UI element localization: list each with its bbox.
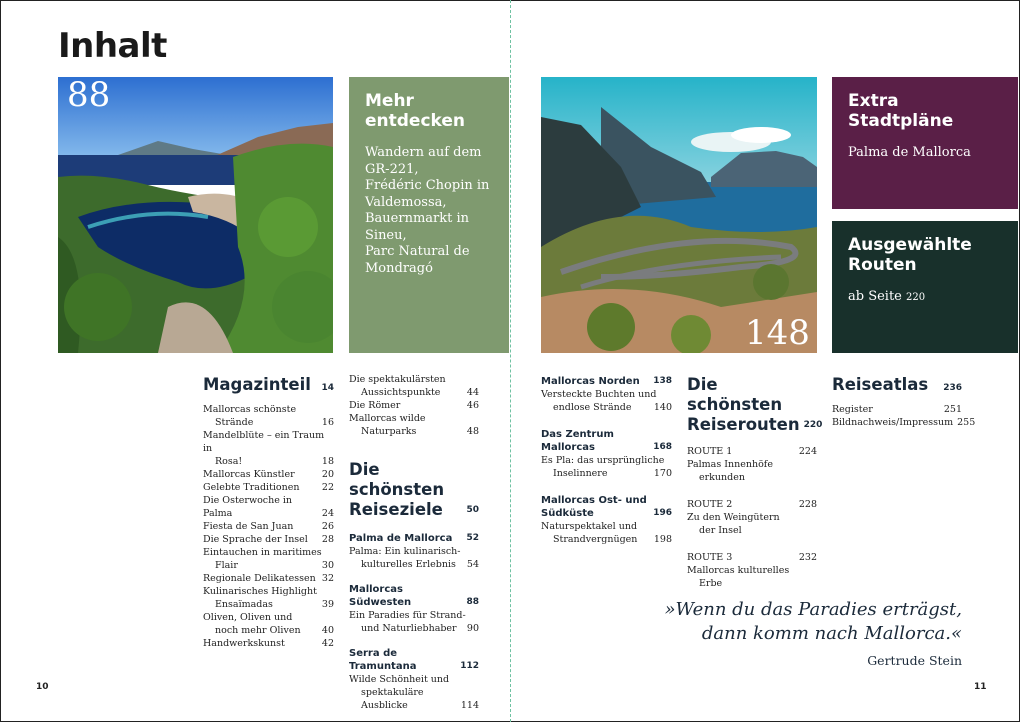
route-label: ROUTE 3: [687, 552, 733, 563]
toc-entry-title: Palma: Ein kulinarisch-: [349, 546, 461, 557]
box-routen-label: ab Seite: [848, 289, 902, 304]
section-page: 236: [943, 383, 962, 393]
toc-entry[interactable]: [203, 611, 334, 637]
toc-entry-title: Register: [832, 404, 873, 415]
toc-entry-title: Oliven, Oliven und: [203, 612, 293, 623]
toc-list: [832, 403, 976, 429]
toc-entry-title: Flair: [215, 560, 238, 571]
photo-bay[interactable]: [58, 77, 333, 353]
toc-entry-line: [203, 520, 334, 533]
toc-reiserouten: [687, 375, 823, 590]
toc-entry-title: Strandvergnügen: [553, 534, 638, 545]
toc-entry[interactable]: [349, 412, 479, 438]
box-extra-heading-line: Extra: [848, 91, 899, 111]
toc-entry[interactable]: [349, 545, 479, 571]
toc-entry-line: [203, 572, 334, 585]
region-title: Das Zentrum: [541, 429, 614, 440]
toc-entry-page: 28: [321, 534, 334, 545]
section-title: Magazinteil: [203, 375, 311, 394]
toc-entry-title: Mallorcas schönste: [203, 404, 297, 415]
toc-entry-line: [203, 546, 334, 559]
box-mehr-entdecken[interactable]: [349, 77, 509, 353]
toc-entry[interactable]: [349, 399, 479, 412]
toc-entry[interactable]: [203, 494, 334, 520]
toc-entry[interactable]: [349, 673, 479, 712]
toc-entry-line: [203, 637, 334, 650]
toc-entry[interactable]: [203, 546, 334, 572]
region-title: Mallorcas Südwesten: [349, 584, 412, 608]
toc-entry-page: 18: [321, 456, 334, 467]
toc-route[interactable]: [687, 551, 817, 590]
region-page: 52: [466, 533, 479, 543]
toc-entry-title: Handwerkskunst: [203, 638, 285, 649]
box-routen-text: [848, 289, 1002, 307]
toc-entry-line: [349, 386, 479, 399]
toc-entry-line: [349, 399, 479, 412]
toc-entry-page: 46: [466, 400, 479, 411]
toc-region-heading[interactable]: [349, 532, 479, 545]
toc-entry[interactable]: [832, 416, 976, 429]
region-page: 196: [653, 508, 672, 518]
toc-entry-line: [203, 494, 334, 520]
route-title: Mallorcas kulturelles: [687, 565, 790, 576]
toc-entry[interactable]: [541, 454, 672, 480]
region-title-line: [541, 375, 672, 388]
section-title-line: Die schönsten: [687, 375, 783, 414]
section-title-line: Reiserouten: [687, 415, 800, 434]
section-title: Reiseatlas: [832, 375, 929, 394]
box-ausgewaehlte-routen[interactable]: [832, 221, 1018, 353]
toc-entry-title: Mallorcas Künstler: [203, 469, 295, 480]
toc-entry-page: 114: [460, 700, 479, 711]
section-title: [687, 375, 804, 435]
toc-entry-line: [203, 611, 334, 624]
toc-entry-page: 90: [466, 623, 479, 634]
toc-entry-line: [541, 533, 672, 546]
route-title: erkunden: [699, 472, 745, 483]
toc-entry-title: Eintauchen in maritimes: [203, 547, 322, 558]
toc-entry[interactable]: [203, 403, 334, 429]
toc-entry-title: Gelebte Traditionen: [203, 482, 300, 493]
box-routen-page: 220: [906, 292, 926, 303]
quote: [600, 598, 962, 646]
toc-list: [541, 375, 672, 546]
toc-entry-page: 20: [321, 469, 334, 480]
route-title: Zu den Weingütern: [687, 512, 780, 523]
section-page: 14: [321, 383, 334, 393]
toc-reiseatlas: [832, 375, 976, 429]
toc-entry-line: [203, 429, 334, 455]
toc-entry-title: Fiesta de San Juan: [203, 521, 294, 532]
toc-entry-line: [203, 416, 334, 429]
toc-entry-title: Rosa!: [215, 456, 243, 467]
route-page: 224: [798, 446, 817, 457]
toc-entry-line: [349, 609, 479, 622]
region-title: Serra de Tramuntana: [349, 648, 417, 672]
toc-entry[interactable]: [541, 520, 672, 546]
toc-entry[interactable]: [203, 572, 334, 585]
toc-entry-title: Ein Paradies für Strand-: [349, 610, 466, 621]
toc-entry-title: Kulinarisches Highlight: [203, 586, 317, 597]
toc-entry-line: [203, 585, 334, 598]
section-title-line: Reiseziele: [349, 500, 443, 519]
region-page: 112: [460, 661, 479, 671]
box-extra-heading-line: Stadtpläne: [848, 111, 954, 131]
box-mehr-text-line: Frédéric Chopin in: [365, 178, 490, 193]
photo-cape-road-image: [541, 77, 817, 353]
toc-entry-page: 40: [321, 625, 334, 636]
toc-entry-title: kulturelles Erlebnis: [361, 559, 456, 570]
toc-entry-title: Die Römer: [349, 400, 401, 411]
photo-cape-road[interactable]: [541, 77, 817, 353]
toc-entry-page: 251: [943, 404, 962, 415]
route-label-line: [687, 498, 817, 511]
toc-entry-line: [541, 388, 672, 401]
toc-entry[interactable]: [349, 609, 479, 635]
toc-list: [349, 532, 479, 712]
toc-region-heading[interactable]: [541, 375, 672, 388]
quote-line: dann komm nach Mallorca.«: [701, 623, 962, 644]
toc-entry-title: und Naturliebhaber: [361, 623, 457, 634]
photo-page-number: 148: [745, 313, 810, 353]
toc-entry-line: [203, 468, 334, 481]
route-label: ROUTE 2: [687, 499, 733, 510]
box-mehr-heading: [365, 91, 493, 131]
section-title: [349, 460, 466, 520]
route-page: 228: [798, 499, 817, 510]
toc-entry-page: 30: [321, 560, 334, 571]
toc-entry-page: 48: [466, 426, 479, 437]
toc-region-heading[interactable]: [349, 647, 479, 673]
toc-entry-title: Ensaïmadas: [215, 599, 273, 610]
toc-entry-page: 255: [957, 417, 976, 428]
toc-entry-title: Bildnachweis/Impressum: [832, 417, 954, 428]
box-extra-heading: [848, 91, 1002, 131]
toc-entry-line: [349, 545, 479, 558]
toc-entry[interactable]: [832, 403, 962, 416]
box-extra-text: Palma de Mallorca: [848, 145, 971, 160]
toc-entry[interactable]: [203, 585, 334, 611]
box-routen-heading-line: Routen: [848, 255, 917, 275]
toc-entry-line: [203, 481, 334, 494]
box-mehr-text-line: GR-221,: [365, 161, 419, 177]
box-mehr-text-line: Valdemossa,: [365, 194, 447, 210]
toc-entry-line: [349, 373, 479, 386]
region-title-line: [541, 507, 672, 520]
toc-section-heading[interactable]: [832, 375, 962, 395]
toc-entry-page: 140: [653, 402, 672, 413]
region-title-line: [541, 441, 672, 454]
toc-entry-page: 42: [321, 638, 334, 649]
toc-entry-title: Die Sprache der Insel: [203, 534, 308, 545]
section-page: 220: [803, 420, 823, 430]
toc-list: [203, 403, 334, 650]
toc-entry-title: Mandelblüte – ein Traum in: [203, 430, 325, 454]
region-title: Mallorcas: [541, 442, 595, 453]
toc-region-heading[interactable]: [541, 494, 672, 520]
toc-entry-title: Es Pla: das ursprüngliche: [541, 455, 665, 466]
spread-gutter: [510, 0, 511, 722]
box-mehr-heading-line: entdecken: [365, 111, 466, 131]
region-title: Palma de Mallorca: [349, 533, 453, 544]
toc-entry-line: [349, 673, 479, 686]
photo-page-number: 88: [67, 77, 111, 115]
toc-entry-title: Naturparks: [361, 426, 417, 437]
toc-entry-page: 170: [653, 468, 672, 479]
toc-entry-title: noch mehr Oliven: [215, 625, 301, 636]
quote-line: »Wenn du das Paradies erträgst,: [664, 599, 962, 620]
toc-entry-title: Inselinnere: [553, 468, 608, 479]
region-title-line: [541, 494, 672, 507]
toc-section-heading[interactable]: [687, 375, 823, 435]
toc-section-heading[interactable]: [203, 375, 334, 395]
section-title-line: Die schönsten: [349, 460, 445, 499]
toc-entry-line: [349, 622, 479, 635]
toc-entry-page: 16: [321, 417, 334, 428]
box-mehr-text-line: Bauernmarkt in: [365, 211, 470, 226]
toc-entry[interactable]: [541, 388, 672, 414]
toc-region-heading[interactable]: [349, 583, 479, 609]
toc-entry-line: [349, 425, 479, 438]
toc-entry-line: [541, 520, 672, 533]
box-mehr-text-line: Wandern auf dem: [365, 145, 482, 160]
region-title: Mallorcas Norden: [541, 376, 640, 387]
toc-entry-page: 26: [321, 521, 334, 532]
toc-entry-page: 24: [321, 508, 334, 519]
toc-entry-page: 39: [321, 599, 334, 610]
toc-entry[interactable]: [203, 637, 334, 650]
route-label-line: [687, 551, 817, 564]
toc-entry-line: [541, 467, 672, 480]
toc-entry[interactable]: [349, 373, 479, 399]
toc-route[interactable]: [687, 445, 817, 484]
toc-entry-title: Wilde Schönheit und: [349, 674, 450, 685]
toc-entry-title: spektakuläre Ausblicke: [361, 687, 424, 711]
toc-entry[interactable]: [203, 533, 334, 546]
toc-entry-title: Naturspektakel und: [541, 521, 638, 532]
toc-entry-line: [349, 412, 479, 425]
page-title: Inhalt: [58, 26, 167, 66]
region-title: Mallorcas Ost- und: [541, 495, 647, 506]
toc-route[interactable]: [687, 498, 817, 537]
toc-entry-title: Regionale Delikatessen: [203, 573, 316, 584]
toc-entry-page: 44: [466, 387, 479, 398]
region-title-line: [541, 428, 672, 441]
toc-entry-line: [541, 401, 672, 414]
toc-entry-title: Mallorcas wilde: [349, 413, 426, 424]
toc-entry-line: [349, 558, 479, 571]
toc-entry-title: Die Osterwoche in Palma: [203, 495, 293, 519]
toc-entry-title: Aussichtspunkte: [361, 387, 441, 398]
toc-entry-title: Die spektakulärsten: [349, 374, 446, 385]
toc-list: [687, 445, 817, 590]
toc-entry[interactable]: [203, 481, 334, 494]
toc-entry[interactable]: [203, 520, 334, 533]
photo-bay-image: [58, 77, 333, 353]
box-mehr-heading-line: Mehr: [365, 91, 414, 111]
quote-author: Gertrude Stein: [867, 653, 962, 668]
route-title: der Insel: [699, 525, 742, 536]
route-label: ROUTE 1: [687, 446, 733, 457]
box-routen-heading-line: Ausgewählte: [848, 235, 972, 255]
box-routen-heading: [848, 235, 1002, 275]
page-number-left: 10: [36, 682, 49, 692]
toc-entry[interactable]: [203, 429, 334, 468]
toc-entry-line: [203, 624, 334, 637]
toc-entry-line: [349, 686, 479, 712]
toc-entry-title: Versteckte Buchten und: [541, 389, 657, 400]
box-mehr-text-line: Mondragó: [365, 260, 433, 276]
region-page: 138: [653, 376, 672, 386]
toc-region-heading[interactable]: [541, 428, 672, 454]
toc-entry-page: 198: [653, 534, 672, 545]
toc-entry[interactable]: [203, 468, 334, 481]
toc-entry-page: 54: [466, 559, 479, 570]
toc-entry-page: 22: [321, 482, 334, 493]
toc-entry-line: [203, 403, 334, 416]
route-title: Erbe: [699, 578, 723, 589]
toc-entry-line: [203, 455, 334, 468]
toc-entry-line: [203, 559, 334, 572]
box-extra-stadtplaene[interactable]: [832, 77, 1018, 209]
page-number-right: 11: [974, 682, 987, 692]
region-page: 88: [466, 597, 479, 607]
toc-entry-title: endlose Strände: [553, 402, 632, 413]
toc-entry-title: Strände: [215, 417, 254, 428]
box-mehr-text-line: Sineu,: [365, 227, 407, 243]
box-mehr-text-line: Parc Natural de: [365, 244, 470, 259]
toc-section-heading[interactable]: [349, 460, 479, 520]
toc-column-3: [541, 375, 672, 546]
route-title: Palmas Innenhöfe: [687, 459, 773, 470]
route-page: 232: [798, 552, 817, 563]
section-page: 50: [466, 505, 479, 515]
toc-entry-line: [203, 598, 334, 611]
box-mehr-text: [365, 145, 493, 277]
region-title: Südküste: [541, 508, 594, 519]
toc-entry-line: [203, 533, 334, 546]
toc-list: [349, 373, 479, 438]
toc-entry-page: 32: [321, 573, 334, 584]
toc-magazinteil: [203, 375, 334, 650]
toc-entry-line: [541, 454, 672, 467]
region-page: 168: [653, 442, 672, 452]
route-label-line: [687, 445, 817, 458]
toc-column-2: [349, 373, 479, 712]
